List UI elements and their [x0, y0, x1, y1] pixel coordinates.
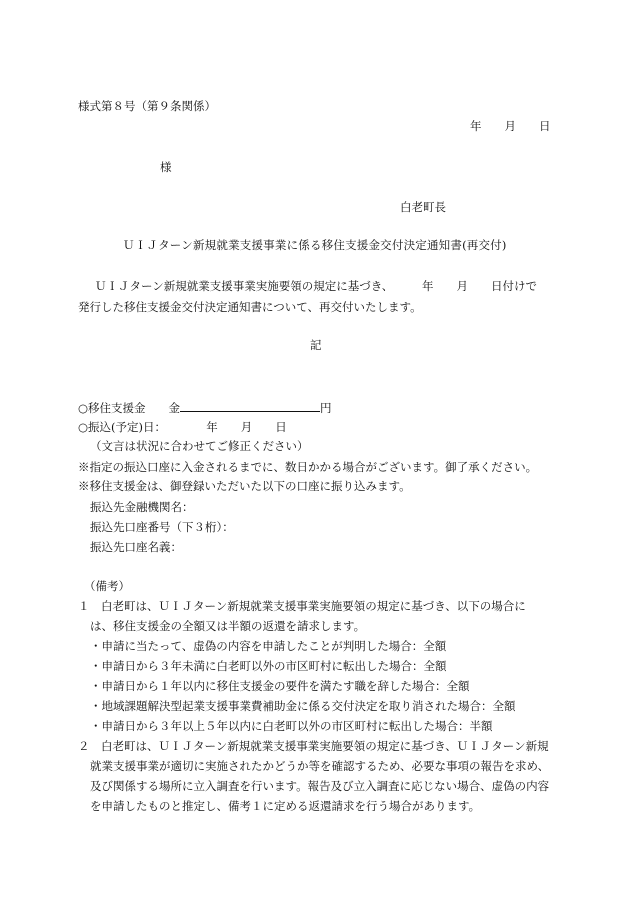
amount-blank	[180, 399, 320, 412]
account-number-label: 振込先口座番号（下３桁）：	[90, 520, 234, 534]
remark-bullet: ・申請日から１年以内に移住支援金の要件を満たす職を辞した場合：全額	[90, 679, 470, 693]
issuer: 白老町長	[400, 200, 446, 214]
edit-note: （文言は状況に合わせてご修正ください）	[90, 439, 309, 453]
amount-line	[78, 399, 332, 415]
form-number: 様式第８号（第９条関係）	[78, 99, 216, 113]
remark-1-line-1: １ 白老町は、ＵＩＪターン新規就業支援事業実施要領の規定に基づき、以下の場合に	[78, 599, 526, 613]
remark-2-line-2: 就業支援事業が適切に実施されたかどうか等を確認するため、必要な事項の報告を求め、	[90, 759, 550, 773]
ki-heading: 記	[310, 338, 322, 352]
remarks-heading: （備考）	[84, 579, 130, 593]
remark-bullet: ・地域課題解決型起業支援事業費補助金に係る交付決定を取り消された場合：全額	[90, 699, 516, 713]
amount-unit: 円	[320, 401, 332, 415]
remark-2-line-1: ２ 白老町は、ＵＩＪターン新規就業支援事業実施要領の規定に基づき、ＵＩＪターン新規	[78, 739, 549, 753]
amount-label: ○移住支援金 金	[78, 401, 181, 415]
remark-2-line-4: を申請したものと推定し、備考１に定める返還請求を行う場合があります。	[90, 799, 481, 813]
body-line-1: ＵＩＪターン新規就業支援事業実施要領の規定に基づき、 年 月 日付けで	[95, 279, 538, 293]
account-holder-label: 振込先口座名義：	[90, 540, 182, 554]
warning-1: ※指定の振込口座に入金されるまでに、数日かかる場合がございます。御了承ください。	[78, 460, 538, 474]
remark-bullet: ・申請日から３年以上５年以内に白老町以外の市区町村に転出した場合：半額	[90, 719, 493, 733]
remark-2-line-3: 及び関係する場所に立入調査を行います。報告及び立入調査に応じない場合、虚偽の内容	[90, 779, 550, 793]
remark-bullet: ・申請日から３年未満に白老町以外の市区町村に転出した場合：全額	[90, 659, 447, 673]
remark-bullet: ・申請に当たって、虚偽の内容を申請したことが判明した場合：全額	[90, 639, 447, 653]
warning-2: ※移住支援金は、御登録いただいた以下の口座に振り込みます。	[78, 479, 411, 493]
issue-date: 年 月 日	[470, 119, 551, 133]
transfer-date: ○振込(予定)日： 年 月 日	[78, 420, 287, 434]
document-title: ＵＩＪターン新規就業支援事業に係る移住支援金交付決定通知書(再交付)	[123, 238, 507, 252]
bank-name-label: 振込先金融機関名：	[90, 500, 194, 514]
addressee: 様	[160, 160, 172, 174]
body-line-2: 発行した移住支援金交付決定通知書について、再交付いたします。	[78, 300, 422, 314]
remark-1-line-2: は、移住支援金の全額又は半額の返還を請求します。	[90, 619, 366, 633]
